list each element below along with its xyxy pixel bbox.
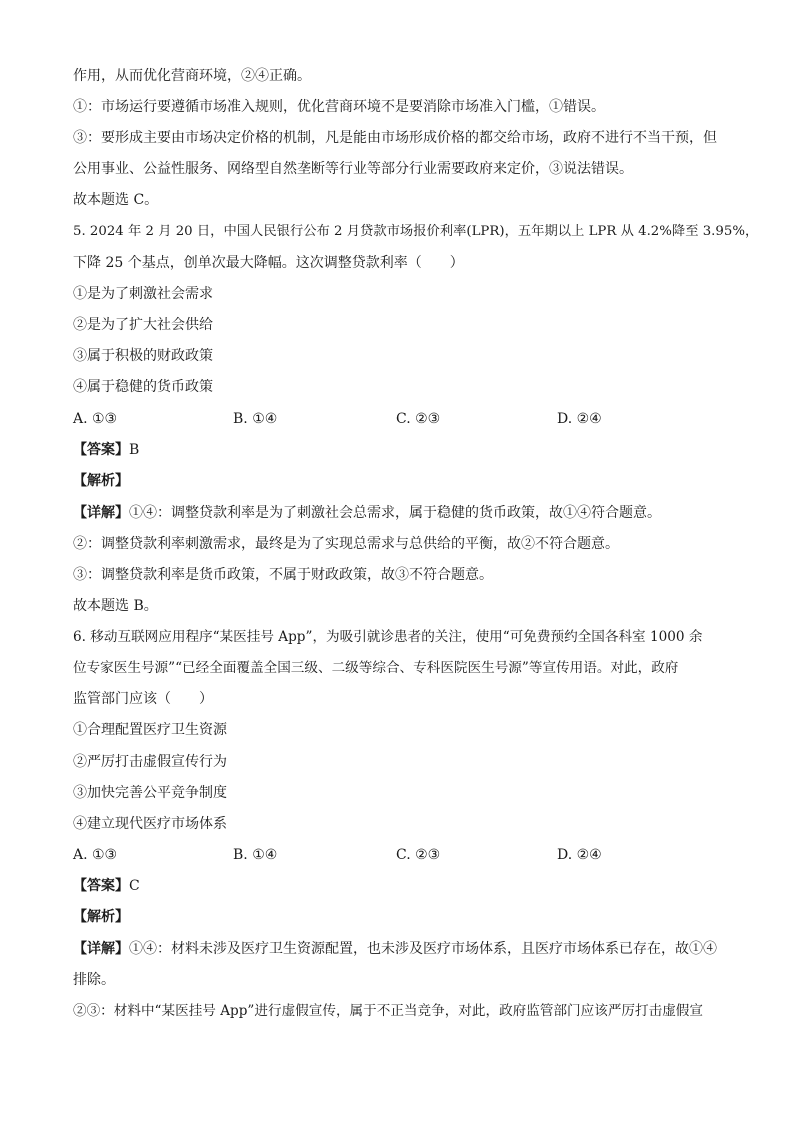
question-6-stem: 位专家医生号源”“已经全面覆盖全国三级、二级等综合、专科医院医生号源”等宣传用语。对此，政府 [73, 660, 679, 676]
choice-b: B. ①④ [233, 411, 278, 427]
option-statement: ①是为了刺激社会需求 [73, 286, 213, 302]
option-statement: ①合理配置医疗卫生资源 [73, 722, 227, 738]
question-6-stem: 监管部门应该（ ） [73, 691, 213, 707]
detail-line [73, 503, 661, 523]
analysis-tag: 【解析】 [73, 473, 129, 489]
answer-tag: 【答案】 [73, 878, 129, 894]
choice-b: B. ①④ [233, 847, 278, 863]
answer-tag: 【答案】 [73, 442, 129, 458]
text-line: ③：要形成主要由市场决定价格的机制，凡是能由市场形成价格的都交给市场，政府不进行不当干预，但 [73, 130, 717, 146]
detail-line [73, 939, 717, 959]
text-line: 故本题选 C。 [73, 192, 159, 208]
detail-text: ①④：调整贷款利率是为了刺激社会总需求，属于稳健的货币政策，故①④符合题意。 [129, 505, 661, 521]
analysis-tag: 【解析】 [73, 909, 129, 925]
choice-d: D. ②④ [557, 847, 602, 863]
answer-value: C [129, 878, 140, 894]
text-line: 排除。 [73, 972, 115, 988]
text-line: 公用事业、公益性服务、网络型自然垄断等行业等部分行业需要政府来定价，③说法错误。 [73, 161, 633, 177]
choice-d: D. ②④ [557, 411, 602, 427]
choice-c: C. ②③ [396, 411, 441, 427]
option-statement: ④建立现代医疗市场体系 [73, 816, 227, 832]
detail-tag: 【详解】 [73, 941, 129, 957]
text-line: ②③：材料中“某医挂号 App”进行虚假宣传，属于不正当竞争，对此，政府监管部门应该严厉打击虚假宣 [73, 1003, 703, 1019]
question-6-stem: 6. 移动互联网应用程序“某医挂号 App”，为吸引就诊患者的关注，使用“可免费预约全国各科室 1000 余 [73, 629, 703, 645]
choice-a: A. ①③ [73, 847, 118, 863]
answer-line [73, 440, 139, 460]
option-statement: ③加快完善公平竞争制度 [73, 785, 227, 801]
text-line: ③：调整贷款利率是货币政策，不属于财政政策，故③不符合题意。 [73, 567, 493, 583]
text-line: 作用，从而优化营商环境，②④正确。 [73, 68, 311, 84]
option-statement: ②是为了扩大社会供给 [73, 317, 213, 333]
text-line: ②：调整贷款利率刺激需求，最终是为了实现总需求与总供给的平衡，故②不符合题意。 [73, 536, 619, 552]
text-line: 故本题选 B。 [73, 598, 158, 614]
choice-c: C. ②③ [396, 847, 441, 863]
option-statement: ③属于积极的财政政策 [73, 348, 213, 364]
text-line: ①：市场运行要遵循市场准入规则，优化营商环境不是要消除市场准入门槛，①错误。 [73, 99, 605, 115]
detail-text: ①④：材料未涉及医疗卫生资源配置，也未涉及医疗市场体系，且医疗市场体系已存在，故①④ [129, 941, 717, 957]
detail-tag: 【详解】 [73, 505, 129, 521]
choice-a: A. ①③ [73, 411, 118, 427]
option-statement: ④属于稳健的货币政策 [73, 379, 213, 395]
option-statement: ②严厉打击虚假宣传行为 [73, 754, 227, 770]
question-5-stem: 下降 25 个基点，创单次最大降幅。这次调整贷款利率（ ） [73, 255, 464, 271]
answer-line [73, 876, 140, 896]
answer-value: B [129, 442, 140, 458]
question-5-stem: 5. 2024 年 2 月 20 日，中国人民银行公布 2 月贷款市场报价利率(LPR)，五年期以上 LPR 从 4.2%降至 3.95%， [73, 224, 759, 239]
